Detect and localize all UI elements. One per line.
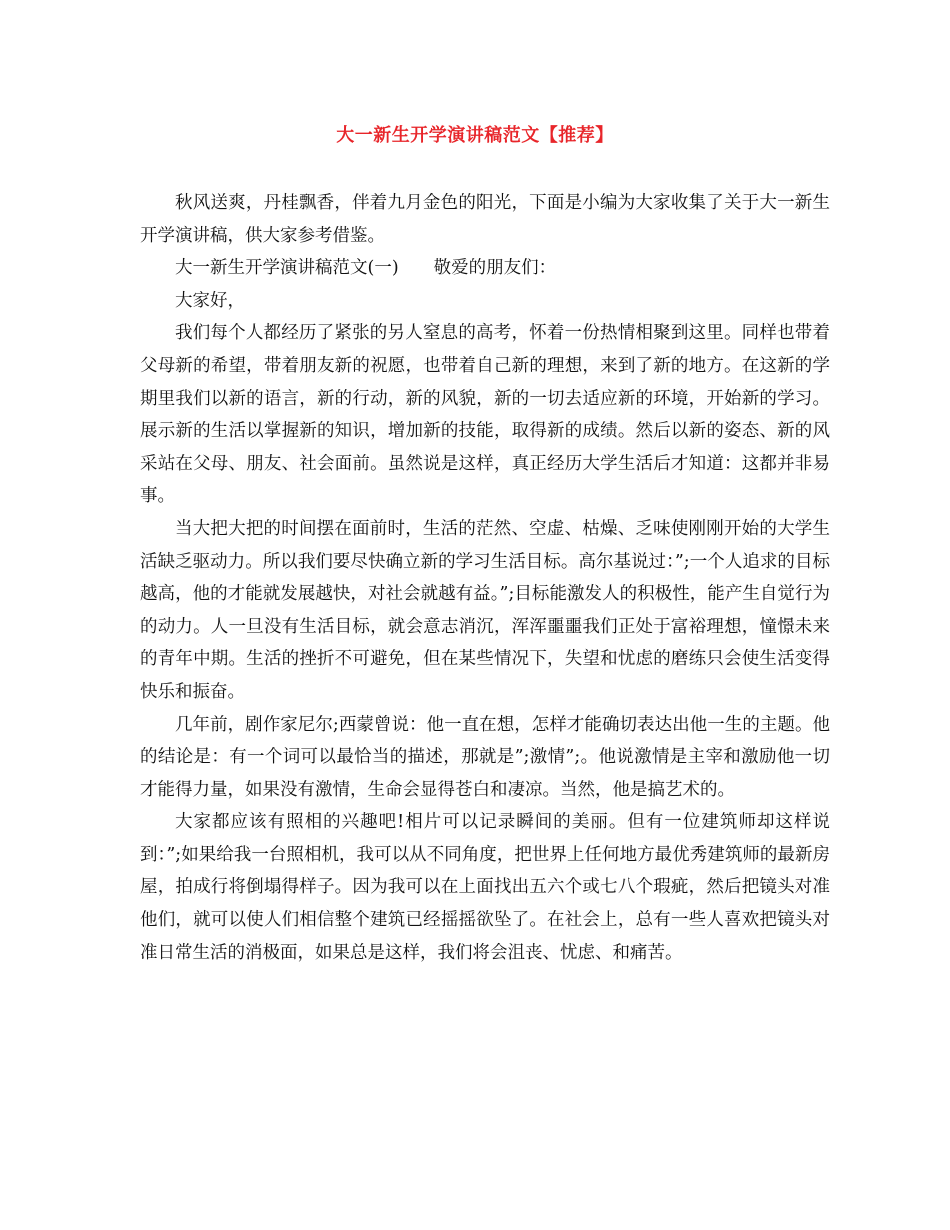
- paragraph-body-3: 几年前，剧作家尼尔;西蒙曾说：他一直在想，怎样才能确切表达出他一生的主题。他的结论是：有一个词可以最恰当的描述，那就是”;激情”;。他说激情是主宰和激励他一切才能得力量，如果没有激情，生命会显得苍白和凄凉。当然，他是搞艺术的。: [140, 714, 830, 800]
- paragraph-greeting: 大家好，: [175, 290, 245, 311]
- document-body: [140, 187, 830, 969]
- paragraph-section-heading: 大一新生开学演讲稿范文(一) 敬爱的朋友们：: [175, 258, 557, 279]
- paragraph-body-1: 我们每个人都经历了紧张的另人窒息的高考，怀着一份热情相聚到这里。同样也带着父母新的希望，带着朋友新的祝愿，也带着自己新的理想，来到了新的地方。在这新的学期里我们以新的语言，新的行动，新的风貌，新的一切去适应新的环境，开始新的学习。展示新的生活以掌握新的知识，增加新的技能，取得新的成绩。然后以新的姿态、新的风采站在父母、朋友、社会面前。虽然说是这样，真正经历大学生活后才知道：这都并非易事。: [140, 323, 830, 507]
- paragraph-intro: 秋风送爽，丹桂飘香，伴着九月金色的阳光，下面是小编为大家收集了关于大一新生开学演讲稿，供大家参考借鉴。: [140, 193, 830, 246]
- paragraph-body-4: 大家都应该有照相的兴趣吧!相片可以记录瞬间的美丽。但有一位建筑师却这样说到：”;如果给我一台照相机，我可以从不同角度，把世界上任何地方最优秀建筑师的最新房屋，拍成行将倒塌得样子。因为我可以在上面找出五六个或七八个瑕疵，然后把镜头对准他们，就可以使人们相信整个建筑已经摇摇欲坠了。在社会上，总有一些人喜欢把镜头对准日常生活的消极面，如果总是这样，我们将会沮丧、忧虑、和痛苦。: [140, 812, 830, 963]
- paragraph-body-2: 当大把大把的时间摆在面前时，生活的茫然、空虚、枯燥、乏味使刚刚开始的大学生活缺乏驱动力。所以我们要尽快确立新的学习生活目标。高尔基说过：”;一个人追求的目标越高，他的才能就发展越快，对社会就越有益。”;目标能激发人的积极性，能产生自觉行为的动力。人一旦没有生活目标，就会意志消沉，浑浑噩噩我们正处于富裕理想，憧憬未来的青年中期。生活的挫折不可避免，但在某些情况下，失望和忧虑的磨练只会使生活变得快乐和振奋。: [140, 518, 830, 702]
- document-title: 大一新生开学演讲稿范文【推荐】: [336, 125, 614, 146]
